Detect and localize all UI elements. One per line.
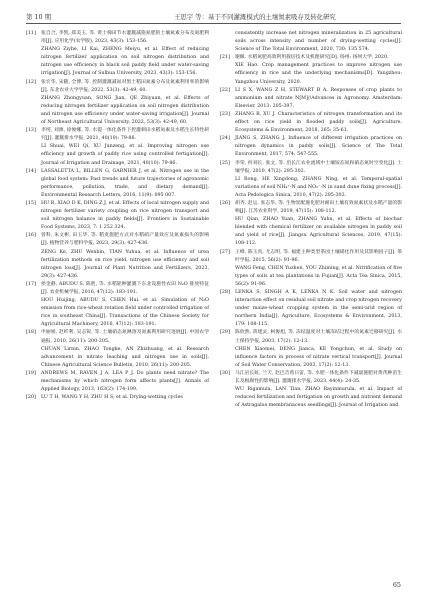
reference-text: 张自合, 李凯, 郑美玉, 等. 黄土梯田节水灌溉减施氮肥的土壤氮素分布及氮肥利用[J]. 应用化学(农学版), 2023, 43(3): 153-156. (41, 31, 209, 45)
reference-entry (220, 135, 402, 159)
reference-text: CHUAN Lirnin, ZHAO Tongke, AN Zhizhuang, et al. Research advancement in nitrate leaching and nitrogen use in soils[J]. Chinese Agricultural Science Bulletin, 2010, 26(11): 200-205. (41, 346, 209, 368)
reference-text: LI Rong, HE Xingdong, ZHANG Ning, et al. Temporal-spatial variations of soil NH₄⁺-N and NO₃⁻-N in sand dune fixing process[J]. Acta Pedologica Sinica, 2010, 47(2): 295-302. (235, 176, 402, 198)
reference-text: 胡齐, 赵运, 张志华, 等. 生物炭配施化肥对耐田土壤有效氮素状及水稻产量的影响[J]. 江苏农业科学, 2019, 47(15): 108-112. (235, 200, 402, 215)
reference-entry (220, 111, 402, 135)
reference-text: CHEN Xiaomei, DENG Jianca, KE Yongchun, et al. Study on influence factors in process of nitrate vertical transport[J]. Journal of Soil Water Conservation, 2003, 17(2): 12-13. (235, 346, 402, 368)
reference-number: [28] (220, 290, 230, 295)
reference-text: 陈欣然, 蒋建灵, 柯俊旭, 等. 冻结温度对土壤冻结过程中的氮素迁移研究[J]. 水土保持学报, 2003, 17(2): 12-13. (235, 330, 402, 344)
reference-number: [13] (26, 128, 36, 134)
reference-entry (26, 346, 209, 370)
reference-text: LI Shuai, WEI Qi, XU Junzeng, et al. Improving nitrogen use efficiency and growth of paddy rice using controlled fertigation[J]. Journal of Irrigation and Drainage, 2021, 40(10): 79-86. (41, 144, 209, 166)
reference-text: WU Rigamula, LAN Tian, ZHAO Bayinmurula, et al. Impact of reduced fertilization and fertigation on growth and nutrient demand of Astragalus membranaceus seedlings[J]. Journal of Irrigation and (235, 387, 402, 409)
reference-entry (26, 297, 209, 329)
reference-entry (220, 265, 402, 289)
reference-entry (26, 281, 209, 297)
header-rule (26, 23, 401, 24)
reference-entry (26, 200, 209, 232)
reference-text: HU Qian, ZHAO Yuan, ZHANG Yuhu, et al. Effects of biochar blended with chemical fertilizer on available nitrogen in paddy soil and yield of rice[J]. Jiangsu Agricultural Sciences, 2019, 47(15): 108-112. (235, 217, 402, 247)
reference-text: XIE Hao. Crop management practices to improve nitrogen use efficiency in rice and the underlying mechanisms[D]. Yangzhou: Yangzhou University, 2020. (235, 63, 402, 85)
reference-entry (26, 46, 209, 78)
reference-text: ZHANG B, XU J. Characteristics of nitrogen transformation and its effect on rice yield in flooded paddy soils[J]. Agriculture, Ecosystems & Environment, 2018, 265: 35-61. (235, 111, 402, 134)
reference-text: 王峰, 陈玉真, 尤志明, 等. 福建主种类型茶园土壤硝化作用及其影响因子[J]. 茶叶学报, 2015, 56(2): 91-96. (235, 249, 402, 263)
reference-entry (26, 168, 209, 200)
reference-text: 申丽娟, 赵纤利, 吴志锐, 等. 土壤硝态氮淋溶及氮素利用研究进展[J]. 中国农学通报, 2010, 26(11): 200-205. (41, 330, 209, 344)
reference-entry (26, 95, 209, 127)
reference-entry (26, 370, 209, 394)
reference-entry (220, 160, 402, 176)
reference-number: [11] (26, 31, 36, 36)
reference-text: ANDREWS M, RAVEN J A, LEA P J. Do plants need nitrate? The mechanisms by which nitrogen form affects plants[J]. Annals of Applied Biology, 2013, 163(2): 174-199. (41, 370, 209, 393)
reference-text: 张宏华, 宋随, 全博, 等. 控制灌溉减氮对黑土稻田氮素分布及氮素利用率的影响[J]. 东北农业大学学报, 2022, 53(3): 42-49, 60. (41, 79, 209, 93)
reference-entry (26, 30, 209, 46)
reference-entry (220, 62, 402, 86)
reference-text: ZHANG Zhongyuan, SONG Jian, QE Zhiyuan, et al. Effects of reducing nitrogen fertilizer application on soil nitrogen distribution and nitrogen use efficiency under water-saving irrigation[J]. Journal of Northeast Agricultural University, 2022, 53(3): 42-49, 60. (41, 95, 209, 126)
reference-text: 谢佩. 水稻氮肥高效利用栽培技术及机理研究[D]. 扬州: 扬州大学, 2020. (235, 55, 389, 61)
reference-entry (220, 216, 402, 248)
reference-text: HU R, XIAO D K, DING Z J, et al. Effects of local nitrogen supply and nitrogen fertilizer variety coupling on rice nitrogen transport and soil nitrogen balance in paddy fields[J]. Frontiers in Sustainable Food Systems, 2023, 7: 1 252 324. (41, 200, 209, 231)
reference-number: [12] (26, 79, 36, 85)
reference-text: 侯金静, ABUDU S, 陈胜, 等. 水稻轮种灌溉下东北设施性农田 N₂O 排放特征[J]. 农业机械学报, 2016, 47(12): 183-191. (41, 281, 209, 295)
reference-number: [19] (26, 370, 36, 376)
reference-text: LENKA S, SINGH A K, LENKA N K. Soil water and nitrogen interaction effect on residual soil nitrate and crop nitrogen recovery under maize-wheat cropping system in the semi-arid region of northern India[J]. Agriculture, Ecosystems & Environment, 2013, 179: 108-115. (235, 290, 402, 328)
reference-entry (220, 370, 402, 386)
reference-entry (26, 232, 209, 248)
references-left-column (26, 30, 209, 402)
reference-number: [26] (220, 200, 230, 206)
reference-entry (26, 79, 209, 95)
reference-text: LI S X, WANG Z H, STEWART B A. Responses of crop plants to ammonium and nitrate N[M]//Advances in Agronomy. Amsterdam: Elsevier, 2013: 205-397. (235, 87, 402, 109)
reference-entry (26, 127, 209, 143)
reference-entry (220, 200, 402, 216)
reference-entry (26, 143, 209, 167)
reference-number: [30] (220, 370, 230, 376)
references-right-column (220, 30, 402, 410)
reference-text: HOU Huijing, ABUDU S, CHEN Hui, et al. Simulation of N₂O emission from rice-wheat rotation field under controlled irrigation of rice in southeast China[J]. Transactions of the Chinese Society for Agricultural Machinery, 2016, 47(12): 183-191. (41, 298, 209, 328)
reference-text: LU T H, WANG Y H, ZHU H S, et al. Drying-wetting cycles (41, 395, 183, 401)
reference-number: [18] (26, 330, 36, 336)
reference-text: 曾科, 朱文彬, 田玉华, 等. 稻麦施肥方式对水稻硝产量效应及氮素损失的影响[J]. 植物营养与肥料学报, 2023, 29(3): 427-436. (41, 233, 209, 247)
reference-entry (220, 329, 402, 345)
reference-text: 马江岩长虹, 兰天, 赵巴音希日雷, 等. 水肥一体化条件下减量施肥对黄芪种苗生长及根腐性的影响[J]. 灌溉排水学报, 2023, 44(4): 24-35. (235, 370, 402, 385)
reference-number: [14] (26, 168, 36, 174)
reference-text: 李荣, 何刘长, 张文, 等. 沿长江农业流域中土壤铵态氮和硝态氮时空变化[J]. 土壤学报, 2010, 47(2): 295-302. (235, 160, 402, 174)
reference-entry (26, 394, 209, 402)
reference-text: ZENG Ke, ZHU Wenbin, TIAN Yuhua, et al. Influence of urea fertilization methods on rice yield, nitrogen use efficiency and soil nitrogen loss[J]. Journal of Plant Nutrition and Fertilizers, 2023, 29(3): 427-436. (41, 249, 209, 279)
reference-number: [29] (220, 330, 230, 336)
reference-entry (220, 346, 402, 370)
reference-text: JIANG S, ZHANG J. Influence of different irrigation practices on nitrogen dynamics in paddy soils[J]. Science of The Total Environment, 2017, 574: 547-555. (235, 136, 402, 158)
reference-entry (26, 329, 209, 345)
reference-text: ZHANG Ziyhe, LI Kai, ZHENG Meiyu, et al. Effect of reducing nitrogen fertilizer application on soil nitrogen distribution and nitrogen use efficiency in black soil paddy field under water-saving irrigation[J]. Journal of Sulhua University, 2023, 43(3): 153-156. (41, 47, 209, 77)
reference-text: WANG Feng, CHEN Yuzhen, YOU Zhiming, et al. Nitrification of five types of soils at tea plantations in Fujian[J]. Acta Tea Sinica, 2015, 56(2): 91-96. (235, 265, 402, 287)
reference-number: [17] (26, 281, 36, 287)
reference-entry (220, 87, 402, 111)
reference-number: [25] (220, 160, 230, 166)
reference-entry (220, 54, 402, 62)
issue-number: 第 10 期 (26, 13, 51, 21)
reference-entry (220, 289, 402, 329)
reference-number: [27] (220, 249, 230, 255)
reference-entry (220, 30, 402, 54)
reference-entry (220, 386, 402, 410)
reference-number: [20] (26, 395, 36, 401)
reference-entry (220, 249, 402, 265)
reference-number: [16] (26, 233, 36, 239)
reference-number: [15] (26, 200, 36, 206)
reference-number: [21] (220, 55, 230, 61)
reference-entry (220, 176, 402, 200)
reference-number: [22] (220, 87, 230, 93)
reference-number: [23] (220, 111, 230, 117)
reference-text: 李纯, 刘源, 徐俊娜, 等. 水提一体化条件下控灌刺田水稻氮素及水稻生长特性研究[J]. 灌溉排水学报, 2021, 40(10): 79-86. (41, 128, 209, 142)
reference-text: LASSALETTA L, BILLEN G, GARNIER J, et al. Nitrogen use in the global food system: Past trends and future trajectories of agronomic performance, pollution, trade, and dietary demand[J]. Environmental Research Letters, 2016, 11(9): 095 007. (41, 168, 209, 198)
page-number: 65 (392, 581, 401, 589)
reference-entry (26, 249, 209, 281)
running-title: 王思宇 等：基于不同灌溉模式的土壤氮素吸存及转化研究 (174, 13, 336, 21)
reference-number: [24] (220, 136, 230, 142)
reference-text: consistently increase net nitrogen mineralization in 25 agricultural soils across intensity and number of drying-wetting cycles[J]. Science of The Total Environment, 2020, 730: 135 574. (235, 31, 402, 53)
page-header (26, 10, 401, 24)
